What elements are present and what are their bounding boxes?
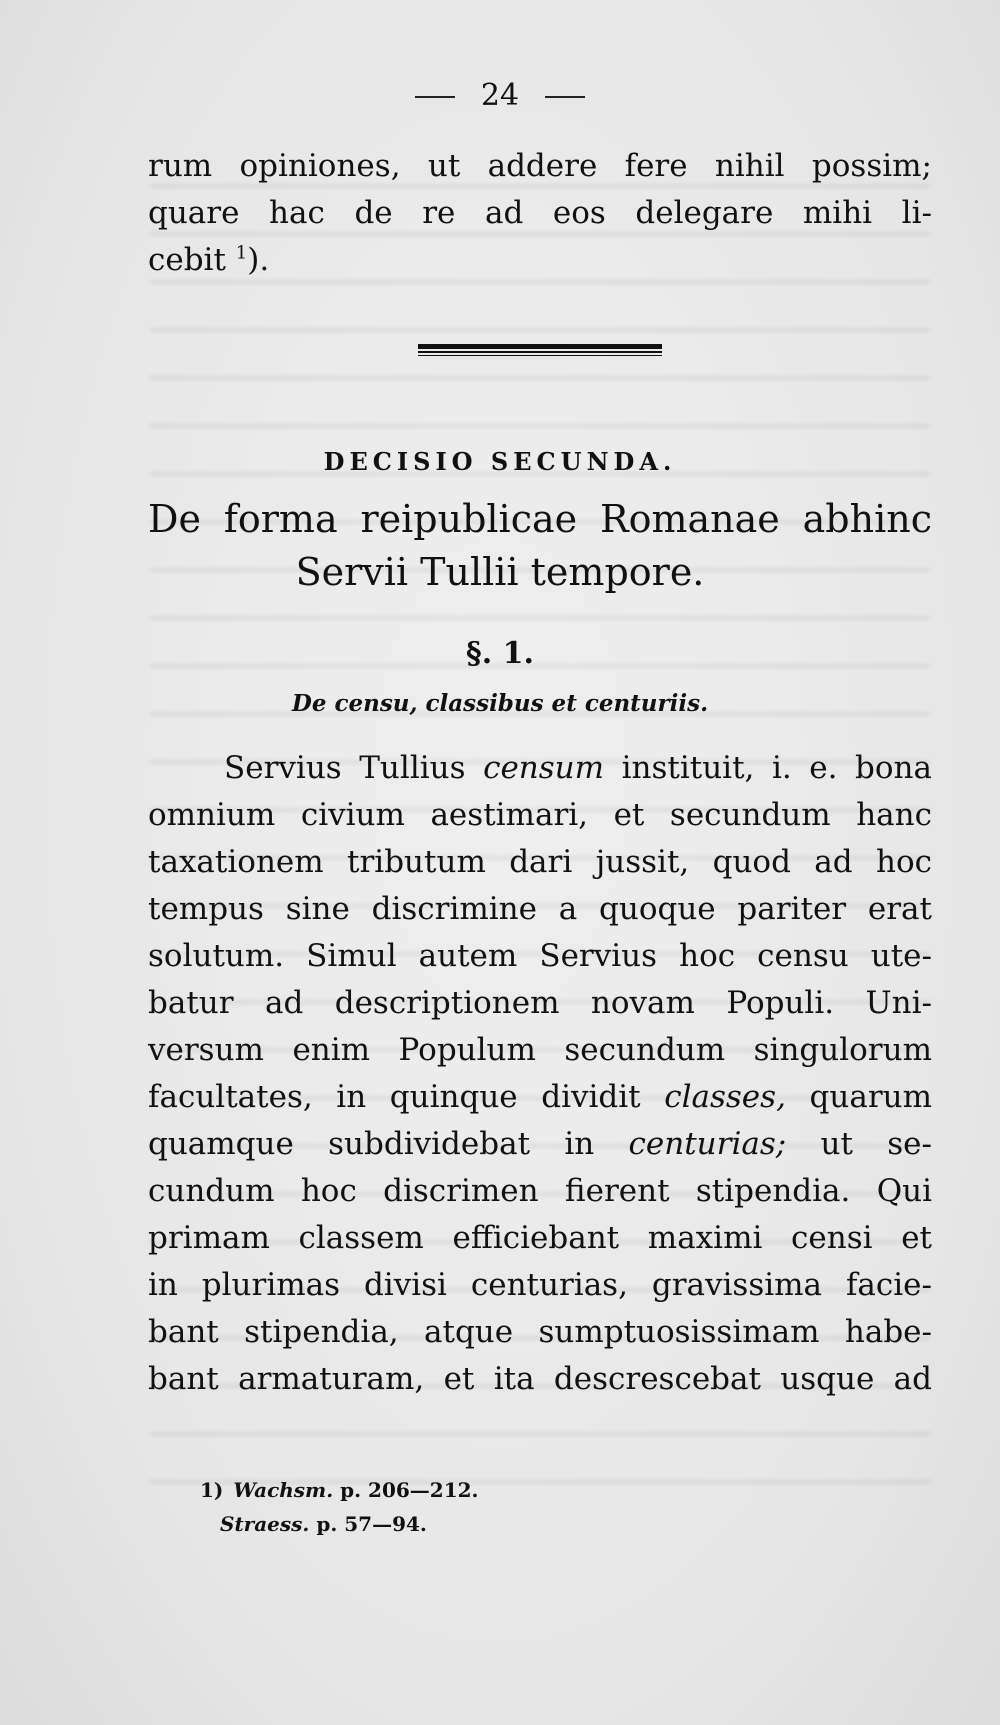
footnote-marker[interactable]: 1 [235,242,248,264]
italic-term: classes, [664,1079,786,1115]
text-line: bant armaturam, et ita descrescebat usque ad [148,1361,932,1397]
section-subtitle: De censu, classibus et centuriis. [291,690,709,717]
text-line: quare hac de re ad eos delegare mihi li- [148,195,932,231]
footnote-line [200,1473,479,1507]
text-line: primam classem efficiebant maximi censi et [148,1220,932,1256]
italic-term: centurias; [628,1126,787,1162]
text-line: omnium civium aestimari, et secundum hanc [148,797,932,833]
chapter-title-line-1: De forma reipublicae Romanae abhinc [148,497,932,541]
section-number: §. 1. [466,636,534,671]
decision-heading: DECISIO SECUNDA. [323,447,677,476]
header-dash-right [545,96,585,98]
text-line: rum opiniones, ut addere fere nihil possim; [148,148,932,184]
text-line [148,237,932,284]
text-line: taxationem tributum dari jussit, quod ad hoc [148,844,932,880]
text-line: in plurimas divisi centurias, gravissima facie- [148,1267,932,1303]
chapter-title-line-2: Servii Tullii tempore. [295,550,705,594]
text-line: Servius Tullius censum instituit, i. e. bona [224,750,932,786]
text-line: cundum hoc discrimen fierent stipendia. Qui [148,1173,932,1209]
text-fragment: ). [247,242,270,278]
footnote-author: Straess. [220,1512,310,1536]
italic-term: censum [483,750,605,786]
page-header [0,78,1000,113]
text-line: versum enim Populum secundum singulorum [148,1032,932,1068]
text-fragment: cebit [148,242,226,278]
text-line: quamque subdividebat in centurias; ut se- [148,1126,932,1162]
footnote-number: 1) [200,1478,224,1502]
footnote-ref: p. 57—94. [309,1512,427,1536]
text-line: tempus sine discrimine a quoque pariter erat [148,891,932,927]
main-paragraph [148,745,932,1403]
footnote-ref: p. 206—212. [333,1478,479,1502]
footnote-line [200,1507,479,1541]
text-line: bant stipendia, atque sumptuosissimam habe- [148,1314,932,1350]
section-divider-rule [418,344,662,356]
footnote-author: Wachsm. [233,1478,334,1502]
footnotes [200,1473,479,1541]
text-line: batur ad descriptionem novam Populi. Uni- [148,985,932,1021]
page-number: 24 [480,78,520,113]
header-dash-left [415,96,455,98]
opening-paragraph [148,143,932,284]
text-line: solutum. Simul autem Servius hoc censu ute- [148,938,932,974]
text-line: facultates, in quinque dividit classes, quarum [148,1079,932,1115]
